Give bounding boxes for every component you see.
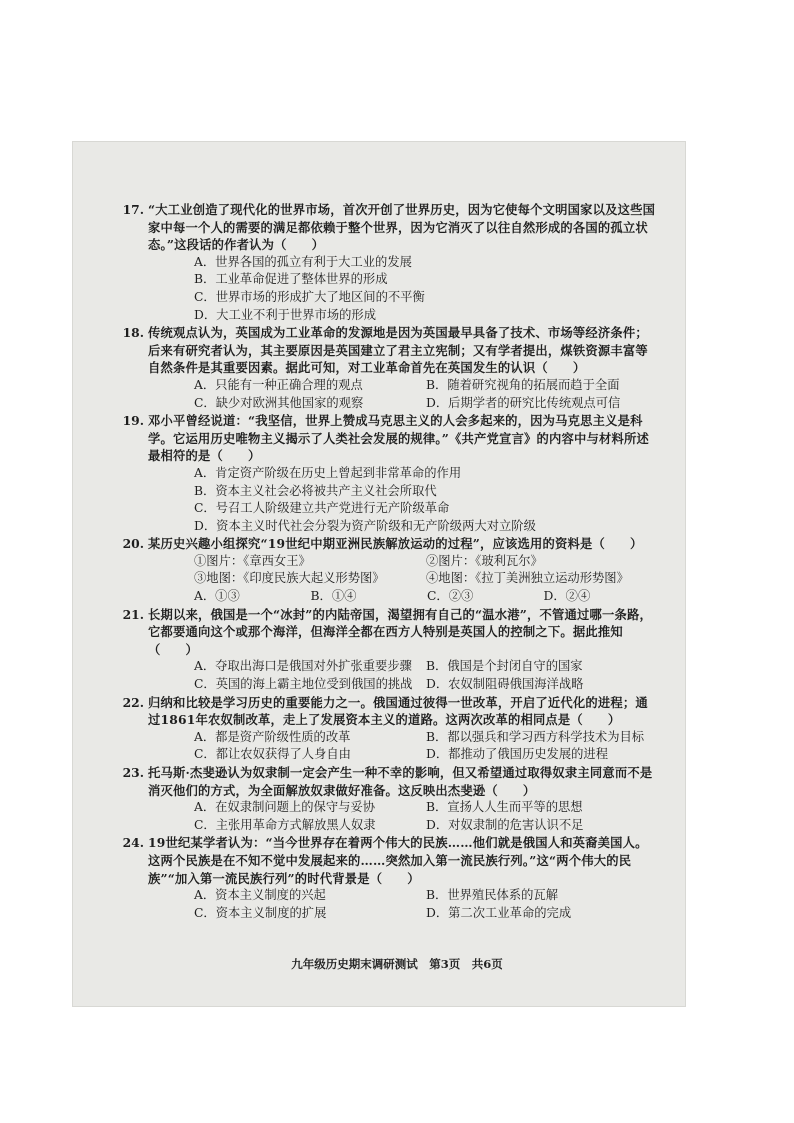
question-24 [100,834,660,922]
option-c: C．②③ [427,589,474,604]
question-17 [100,201,660,324]
option-b: B．俄国是个封闭自守的国家 [426,659,583,674]
option-list [148,658,660,693]
question-stem: 归纳和比较是学习历史的重要能力之一。俄国通过彼得一世改革，开启了近代化的进程；通过1861年农奴制改革，走上了发展资本主义的道路。这两次改革的相同点是（ ） [148,694,648,728]
option-list [148,254,660,324]
question-number: 24. [122,835,144,851]
material-2: ②图片：《玻利瓦尔》 [426,553,543,568]
option-d: D．大工业不利于世界市场的形成 [194,307,377,322]
question-23 [100,764,660,834]
option-b: B．宣扬人人生而平等的思想 [426,800,583,815]
option-a: A．世界各国的孤立有利于大工业的发展 [194,254,412,269]
option-c: C．世界市场的形成扩大了地区间的不平衡 [194,289,425,304]
option-d: D．资本主义时代社会分裂为资产阶级和无产阶级两大对立阶级 [194,518,536,533]
question-number: 21. [122,606,144,622]
question-number: 20. [122,536,144,552]
option-d: D．农奴制阻碍俄国海洋战略 [426,677,584,692]
option-d: D．后期学者的研究比传统观点可信 [426,395,621,410]
option-d: D．第二次工业革命的完成 [426,905,572,920]
question-22 [100,694,660,764]
option-c: C．号召工人阶级建立共产党进行无产阶级革命 [194,501,450,516]
question-stem: 邓小平曾经说道：“我坚信，世界上赞成马克思主义的人会多起来的，因为马克思主义是科学。它运用历史唯物主义揭示了人类社会发展的规律。”《共产党宣言》的内容中与材料所述最相符的是（ ） [148,413,649,464]
question-list [100,201,660,922]
option-b: B．世界殖民体系的瓦解 [426,888,559,903]
option-list [148,729,660,764]
option-a: A．在奴隶制问题上的保守与妥协 [194,800,376,815]
option-a: A．资本主义制度的兴起 [194,888,326,903]
question-20 [100,535,660,605]
option-list [148,887,660,922]
option-b: B．都以强兵和学习西方科学技术为目标 [426,729,645,744]
option-list [148,799,660,834]
option-list [148,377,660,412]
option-b: B．①④ [310,589,357,604]
option-b: B．随着研究视角的拓展而趋于全面 [426,377,620,392]
option-a: A．只能有一种正确合理的观点 [194,377,363,392]
question-stem: 长期以来，俄国是一个“冰封”的内陆帝国，渴望拥有自己的“温水港”，不管通过哪一条路，它都要通向这个或那个海洋，但海洋全都在西方人特别是英国人的控制之下。据此推知（ ） [148,606,652,657]
material-4: ④地图：《拉丁美洲独立运动形势图》 [426,571,629,586]
question-number: 18. [122,325,144,341]
question-stem: 某历史兴趣小组探究“19世纪中期亚洲民族解放运动的过程”，应该选用的资料是（ ） [148,536,643,552]
option-a: A．肯定资产阶级在历史上曾起到非常革命的作用 [194,465,462,480]
option-d: D．②④ [543,589,591,604]
question-19 [100,412,660,535]
page-footer: 九年级历史期末调研测试 第3页 共6页 [291,957,503,971]
material-3: ③地图：《印度民族大起义形势图》 [194,571,385,586]
option-a: A．①③ [194,589,240,604]
question-number: 23. [122,765,144,780]
question-number: 19. [122,413,144,429]
option-a: A．夺取出海口是俄国对外扩张重要步骤 [194,659,412,674]
question-21 [100,606,660,694]
question-18 [100,324,660,412]
question-stem: 托马斯·杰斐逊认为奴隶制一定会产生一种不幸的影响，但又希望通过取得奴隶主同意而不是消灭他们的方式，为全面解放奴隶做好准备。这反映出杰斐逊（ ） [148,765,653,798]
question-number: 17. [122,202,144,217]
option-list [194,588,660,606]
option-c: C．英国的海上霸主地位受到俄国的挑战 [194,677,413,692]
option-c: C．缺少对欧洲其他国家的观察 [194,395,364,410]
question-stem: “大工业创造了现代化的世界市场，首次开创了世界历史，因为它使每个文明国家以及这些国家中每一个人的需要的满足都依赖于整个世界，因为它消灭了以往自然形成的各国的孤立状态。”这段话的作者认为（ ） [148,202,656,253]
option-b: B．资本主义社会必将被共产主义社会所取代 [194,483,437,498]
option-c: C．都让农奴获得了人身自由 [194,747,351,762]
question-number: 22. [122,694,144,710]
question-stem: 传统观点认为，英国成为工业革命的发源地是因为英国最早具备了技术、市场等经济条件；后来有研究者认为，其主要原因是英国建立了君主立宪制；又有学者提出，煤铁资源丰富等自然条件是其重要因素。据此可知，对工业革命首先在英国发生的认识（ ） [148,325,648,376]
material-1: ①图片：《章西女王》 [194,553,311,568]
option-a: A．都是资产阶级性质的改革 [194,729,351,744]
question-stem: 19世纪某学者认为：“当今世界存在着两个伟大的民族……他们就是俄国人和英裔美国人。这两个民族是在不知不觉中发展起来的……突然加入第一流民族行列。”这“两个伟大的民族”“加入第一流民族行列”的时代背景是（ ） [148,835,648,886]
option-c: C．主张用革命方式解放黑人奴隶 [194,817,376,832]
option-d: D．都推动了俄国历史发展的进程 [426,747,609,762]
option-d: D．对奴隶制的危害认识不足 [426,817,584,832]
option-c: C．资本主义制度的扩展 [194,905,327,920]
option-b: B．工业革命促进了整体世界的形成 [194,272,388,287]
option-list [148,465,660,535]
material-list [148,553,660,606]
